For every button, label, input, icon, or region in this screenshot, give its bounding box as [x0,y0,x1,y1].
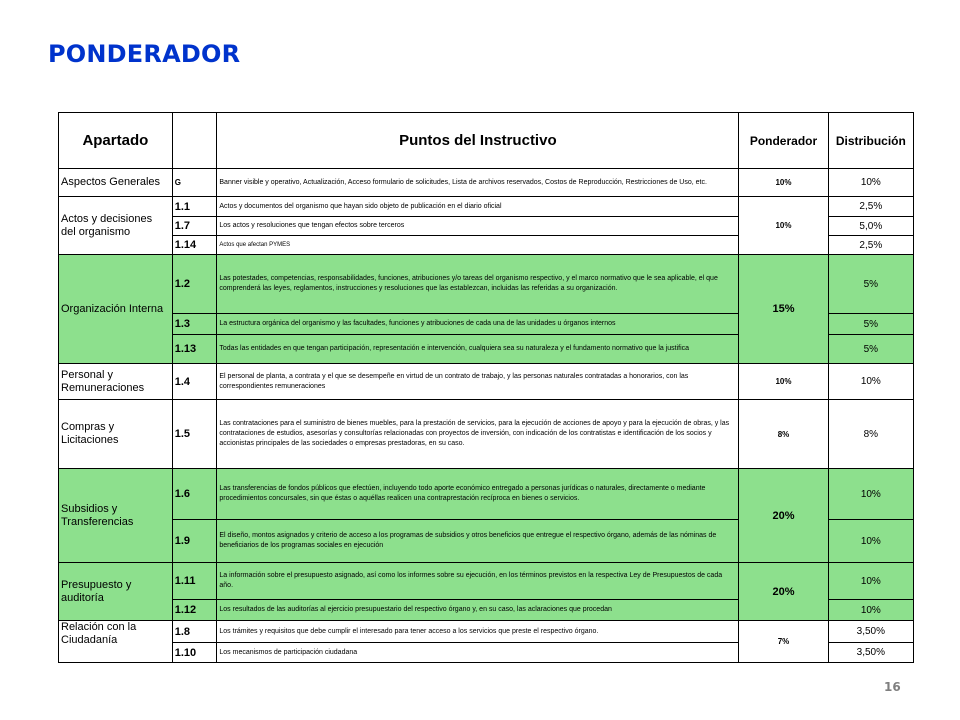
page-number: 16 [884,680,901,694]
distribucion-cell: 2,5% [828,236,913,255]
apartado-cell: Presupuesto y auditoría [59,563,173,621]
ponderador-cell: 8% [739,400,828,469]
table-row [59,621,914,643]
apartado-cell: Aspectos Generales [59,169,173,197]
code-cell: 1.3 [172,314,217,335]
code-cell: 1.13 [172,335,217,364]
apartado-cell: Relación con la Ciudadanía [59,621,173,663]
distribucion-cell: 5% [828,314,913,335]
header-code [172,113,217,169]
code-cell: 1.5 [172,400,217,469]
text-cell: Los actos y resoluciones que tengan efectos sobre terceros [217,217,739,236]
ponderador-cell: 10% [739,364,828,400]
text-cell: Los resultados de las auditorías al ejercicio presupuestario del respectivo órgano y, en su caso, las aclaraciones que procedan [217,600,739,621]
distribucion-cell: 5% [828,335,913,364]
header-apartado: Apartado [59,113,173,169]
distribucion-cell: 2,5% [828,197,913,217]
distribucion-cell: 10% [828,563,913,600]
apartado-cell: Actos y decisiones del organismo [59,197,173,255]
header-puntos: Puntos del Instructivo [217,113,739,169]
code-cell: 1.11 [172,563,217,600]
apartado-cell: Personal y Remuneraciones [59,364,173,400]
code-cell: 1.7 [172,217,217,236]
distribucion-cell: 10% [828,364,913,400]
table-header-row [59,113,914,169]
table-row [59,255,914,314]
ponderador-cell: 15% [739,255,828,364]
text-cell: El diseño, montos asignados y criterio de acceso a los programas de subsidios y otros beneficios que entregue el respectivo órgano, además de las nóminas de beneficiarios de los programas sociales en ejecución [217,520,739,563]
text-cell: Las contrataciones para el suministro de bienes muebles, para la prestación de servicios, para la ejecución de acciones de apoyo y para la ejecución de obras, y las contrataciones de estudios, asesorías y consultorías relacionadas con proyectos de inversión, con indicación de los contratistas e identificación de los socios y accionistas principales de las sociedades o empresas prestadoras, en su caso. [217,400,739,469]
table-row [59,197,914,217]
distribucion-cell: 5,0% [828,217,913,236]
distribucion-cell: 5% [828,255,913,314]
ponderador-cell: 10% [739,197,828,255]
distribucion-cell: 8% [828,400,913,469]
text-cell: La información sobre el presupuesto asignado, así como los informes sobre su ejecución, en los términos previstos en la respectiva Ley de Presupuestos de cada año. [217,563,739,600]
text-cell: Banner visible y operativo, Actualización, Acceso formulario de solicitudes, Lista de archivos reservados, Costos de Reproducción, Restricciones de Uso, etc. [217,169,739,197]
code-cell: 1.6 [172,469,217,520]
text-cell: El personal de planta, a contrata y el que se desempeñe en virtud de un contrato de trabajo, y las personas naturales contratadas a honorarios, con las correspondientes remuneraciones [217,364,739,400]
text-cell: La estructura orgánica del organismo y las facultades, funciones y atribuciones de cada una de las unidades u órganos internos [217,314,739,335]
apartado-cell: Organización Interna [59,255,173,364]
table-row [59,400,914,469]
text-cell: Las transferencias de fondos públicos que efectúen, incluyendo todo aporte económico entregado a personas jurídicas o naturales, directamente o mediante procedimientos concursales, sin que éstas o aquéllas realicen una contraprestación recíproca en bienes o servicios. [217,469,739,520]
text-cell: Actos y documentos del organismo que hayan sido objeto de publicación en el diario oficial [217,197,739,217]
text-cell: Todas las entidades en que tengan participación, representación e intervención, cualquiera sea su naturaleza y el fundamento normativo que la justifica [217,335,739,364]
text-cell: Actos que afectan PYMES [217,236,739,255]
distribucion-cell: 10% [828,169,913,197]
code-cell: 1.4 [172,364,217,400]
header-ponderador: Ponderador [739,113,828,169]
header-distribucion: Distribución [828,113,913,169]
ponderador-table [58,112,914,663]
code-cell: G [172,169,217,197]
code-cell: 1.9 [172,520,217,563]
table-row [59,563,914,600]
distribucion-cell: 3,50% [828,643,913,663]
table-row [59,364,914,400]
apartado-cell: Subsidios y Transferencias [59,469,173,563]
code-cell: 1.10 [172,643,217,663]
distribucion-cell: 10% [828,600,913,621]
code-cell: 1.1 [172,197,217,217]
apartado-cell: Compras y Licitaciones [59,400,173,469]
code-cell: 1.14 [172,236,217,255]
table-row [59,469,914,520]
text-cell: Los trámites y requisitos que debe cumplir el interesado para tener acceso a los servicios que preste el respectivo órgano. [217,621,739,643]
ponderador-cell: 20% [739,563,828,621]
code-cell: 1.12 [172,600,217,621]
text-cell: Los mecanismos de participación ciudadana [217,643,739,663]
ponderador-cell: 7% [739,621,828,663]
page-title: PONDERADOR [48,40,241,68]
distribucion-cell: 10% [828,469,913,520]
text-cell: Las potestades, competencias, responsabilidades, funciones, atribuciones y/o tareas del organismo respectivo, y el marco normativo que le sea aplicable, el que comprenderá las leyes, reglamentos, instrucciones y resoluciones que las establezcan, incluidas las referidas a su organización. [217,255,739,314]
code-cell: 1.8 [172,621,217,643]
table-row [59,169,914,197]
distribucion-cell: 10% [828,520,913,563]
ponderador-cell: 20% [739,469,828,563]
ponderador-cell: 10% [739,169,828,197]
code-cell: 1.2 [172,255,217,314]
distribucion-cell: 3,50% [828,621,913,643]
